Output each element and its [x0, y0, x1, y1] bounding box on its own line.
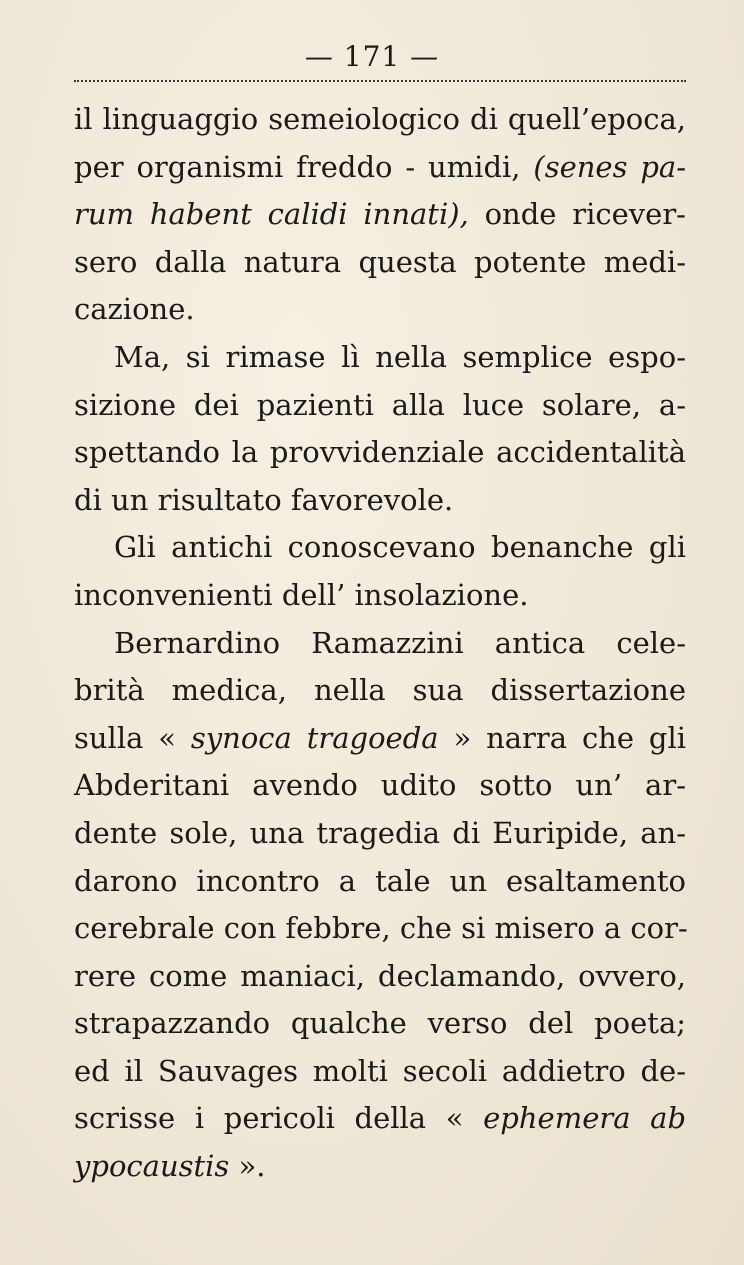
text-segment: strapazzando qualche verso del poeta;	[74, 1006, 686, 1041]
text-segment: per organismi freddo - umidi,	[74, 149, 534, 184]
dotted-rule	[74, 80, 686, 82]
text-line	[74, 667, 686, 715]
text-segment: sizione dei pazienti alla luce solare, a-	[74, 387, 686, 422]
text-line	[74, 1143, 686, 1191]
text-line	[74, 762, 686, 810]
text-line	[74, 239, 686, 287]
italic-text: rum habent calidi innati),	[74, 197, 469, 232]
text-segment: spettando la provvidenziale accidentalità	[74, 435, 686, 470]
text-segment: il linguaggio semeiologico di quell’epoca,	[74, 102, 686, 136]
text-line	[74, 810, 686, 858]
text-line	[74, 96, 686, 144]
text-segment: onde ricever-	[468, 197, 686, 232]
text-line	[74, 1095, 686, 1143]
text-segment: di un risultato favorevole.	[74, 482, 454, 517]
text-segment: Bernardino Ramazzini antica cele-	[114, 625, 686, 660]
paragraph	[74, 620, 686, 1191]
text-segment: cerebrale con febbre, che si misero a cor-	[74, 911, 688, 946]
text-line	[74, 953, 686, 1001]
text-line	[74, 1048, 686, 1096]
italic-text: ypocaustis	[74, 1149, 230, 1184]
text-line	[74, 620, 686, 668]
text-segment: ».	[229, 1149, 266, 1184]
text-segment: darono incontro a tale un esaltamento	[74, 863, 686, 898]
text-line	[74, 382, 686, 430]
paragraph	[74, 524, 686, 619]
text-line	[74, 286, 686, 334]
text-line	[74, 1000, 686, 1048]
text-segment: sero dalla natura questa potente medi-	[74, 244, 686, 279]
text-line	[74, 572, 686, 620]
paragraph	[74, 334, 686, 524]
italic-text: synoca tragoeda	[190, 720, 439, 755]
text-segment: inconvenienti dell’ insolazione.	[74, 577, 529, 612]
text-line	[74, 477, 686, 525]
page-number: — 171 —	[304, 40, 440, 73]
paragraph	[74, 96, 686, 334]
text-segment: Ma, si rimase lì nella semplice espo-	[114, 339, 686, 374]
italic-text: ephemera ab	[483, 1101, 687, 1136]
text-line	[74, 144, 686, 192]
text-segment: scrisse i pericoli della «	[74, 1101, 484, 1136]
text-line	[74, 715, 686, 763]
text-segment: Gli antichi conoscevano benanche gli	[114, 530, 686, 565]
text-line	[74, 191, 686, 239]
text-segment: » narra che gli	[438, 720, 687, 755]
text-segment: brità medica, nella sua dissertazione	[74, 673, 686, 708]
text-segment: sulla «	[74, 720, 191, 755]
italic-text: (senes pa-	[533, 149, 686, 184]
text-segment: cazione.	[74, 292, 195, 327]
text-segment: ed il Sauvages molti secoli addietro de-	[74, 1053, 686, 1088]
text-line	[74, 524, 686, 572]
text-line	[74, 429, 686, 477]
text-segment: rere come maniaci, declamando, ovvero,	[74, 958, 686, 993]
text-segment: Abderitani avendo udito sotto un’ ar-	[74, 768, 686, 803]
text-segment: dente sole, una tragedia di Euripide, an-	[74, 815, 686, 850]
text-line	[74, 334, 686, 382]
text-line	[74, 858, 686, 906]
body-text	[74, 96, 686, 1191]
text-line	[74, 905, 686, 953]
